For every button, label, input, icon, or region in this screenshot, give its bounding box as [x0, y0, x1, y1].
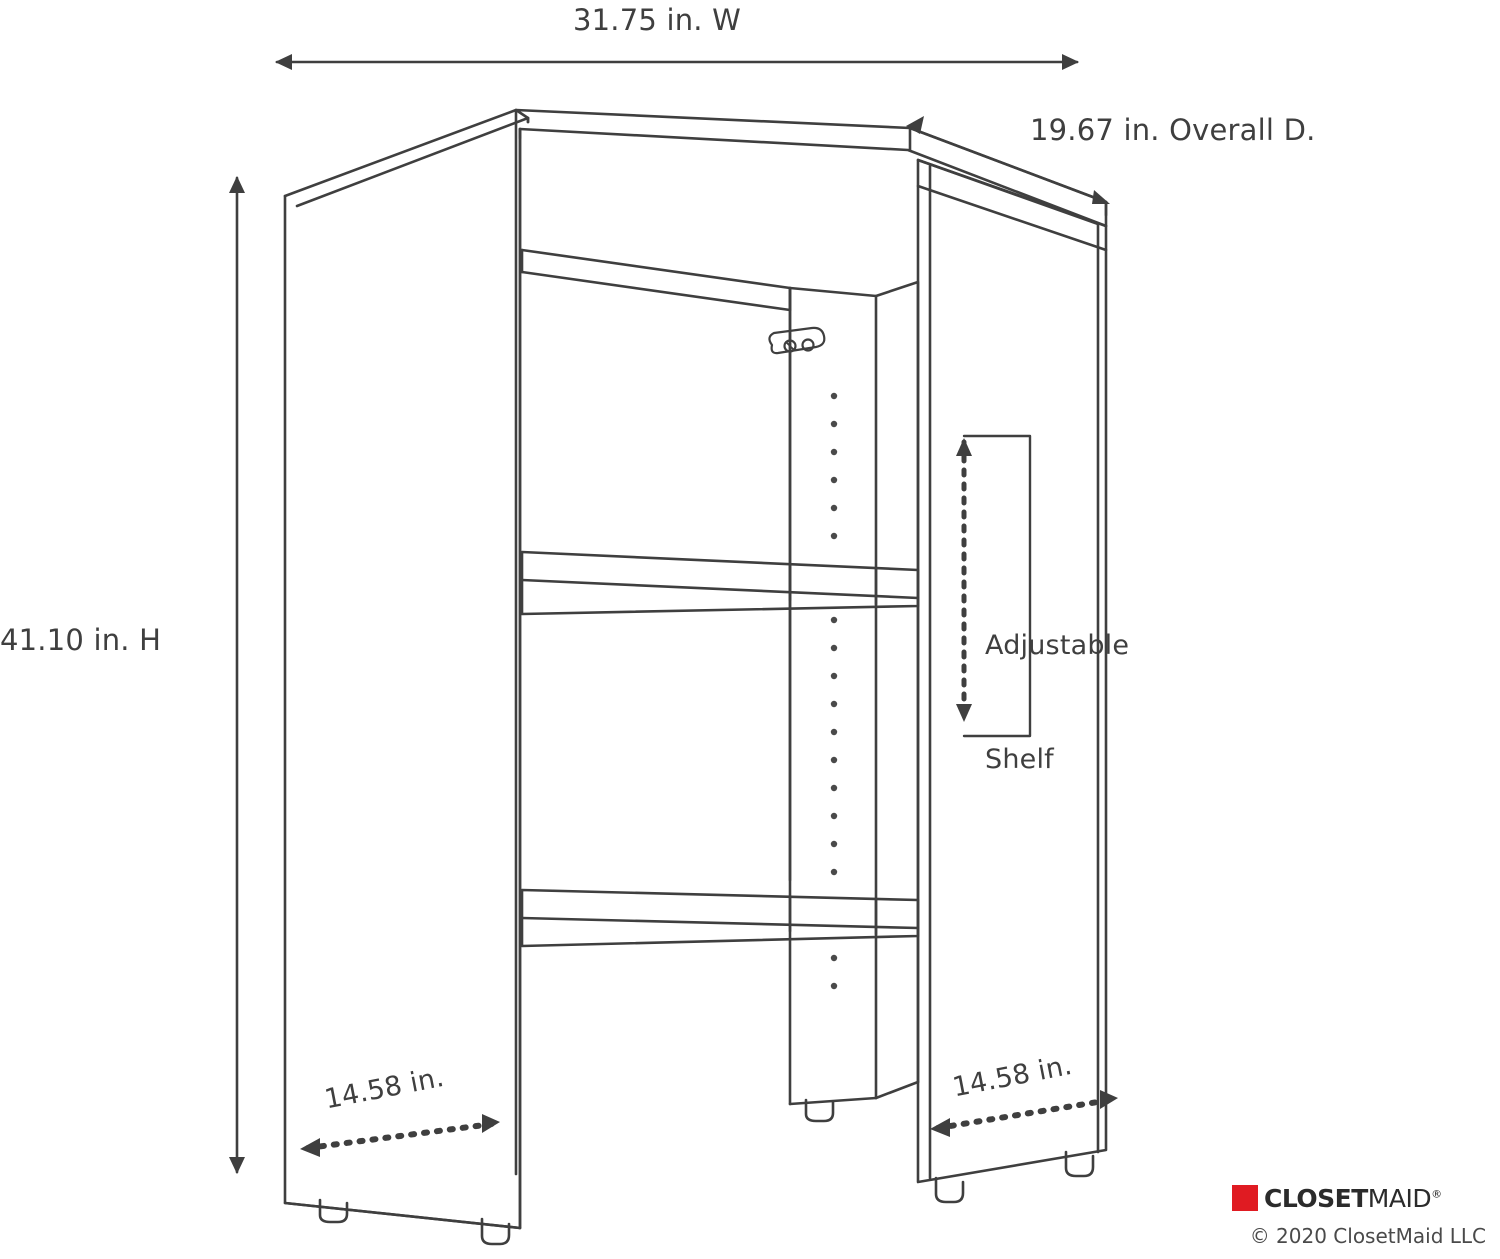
adjustable-shelf-annotation [985, 551, 1129, 855]
peg-holes [831, 393, 837, 989]
registered-trademark-icon: ® [1431, 1187, 1442, 1201]
upper-inner-panel [522, 250, 790, 880]
center-vertical-panel [790, 282, 918, 1121]
logo-wordmark-bold: CLOSET [1264, 1183, 1368, 1213]
logo-wordmark-light: MAID [1367, 1183, 1432, 1213]
middle-shelf [522, 552, 918, 614]
logo-wordmark [1264, 1184, 1442, 1213]
width-dimension-label: 31.75 in. W [573, 3, 741, 37]
width-dimension-arrow [275, 54, 1079, 70]
top-panel [516, 110, 1106, 226]
left-foot-depth-arrow [300, 1114, 500, 1157]
adjustable-shelf-line-1: Adjustable [985, 630, 1130, 661]
lower-shelf [522, 890, 918, 946]
cam-lock-hardware [769, 328, 824, 353]
left-foot-depth-label: 14.58 in. [322, 1061, 447, 1116]
logo-square-icon [1232, 1185, 1258, 1211]
height-dimension-arrow [229, 176, 245, 1174]
copyright-notice: © 2020 ClosetMaid LLC [1249, 1224, 1486, 1248]
adjustable-shelf-line-2: Shelf [985, 744, 1054, 775]
closetmaid-logo [1232, 1183, 1442, 1213]
right-foot-depth-label: 14.58 in. [950, 1049, 1075, 1104]
height-dimension-label: 41.10 in. H [0, 623, 162, 657]
depth-dimension-label: 19.67 in. Overall D. [1030, 113, 1316, 147]
